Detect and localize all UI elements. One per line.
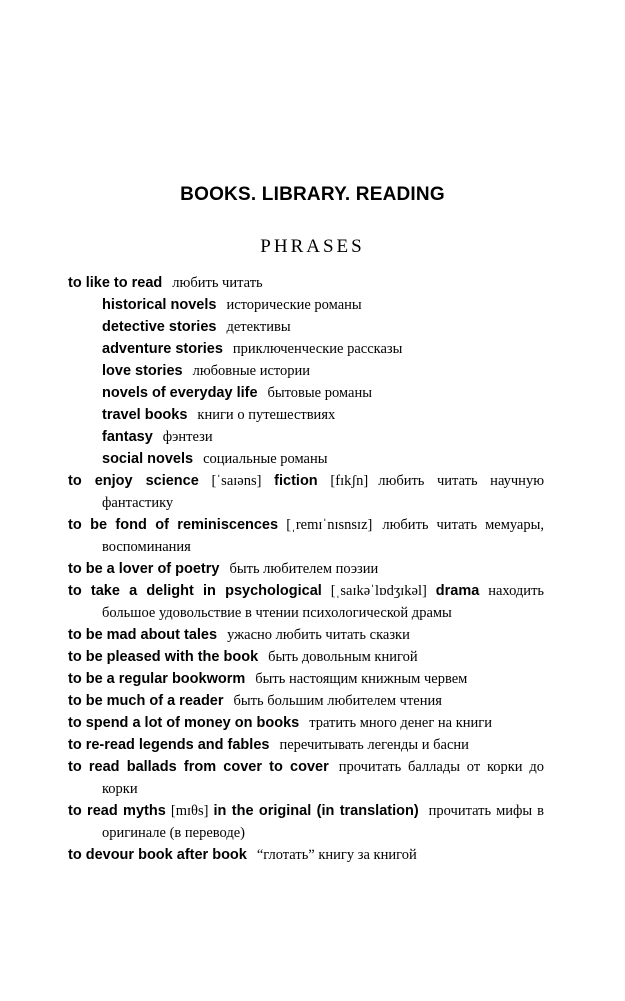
phrase-entry xyxy=(68,272,544,294)
phrase-russian: приключенческие рассказы xyxy=(232,341,403,357)
phrase-subentry xyxy=(68,338,544,360)
phrase-english: adventure stories xyxy=(102,341,223,357)
phrase-english: to be fond of reminiscences xyxy=(68,517,279,533)
chapter-title: BOOKS. LIBRARY. READING xyxy=(180,184,445,205)
phrase-english: to enjoy science xyxy=(68,473,199,489)
phrase-english: social novels xyxy=(102,451,194,467)
phrase-russian: любовные истории xyxy=(192,363,311,379)
phrase-english: to read myths xyxy=(68,803,166,819)
phrase-english: to re-read legends and fables xyxy=(68,737,270,753)
phrase-russian: перечитывать легенды и басни xyxy=(279,737,469,753)
phrase-english: in the original (in translation) xyxy=(213,803,419,819)
phrase-english: to take a delight in psychological xyxy=(68,583,322,599)
phrase-subentry xyxy=(68,360,544,382)
phrase-russian: книги о путешествиях xyxy=(197,407,336,423)
phrase-russian: “глотать” книгу за книгой xyxy=(256,847,417,863)
phrase-entry xyxy=(68,844,544,866)
phrase-english: love stories xyxy=(102,363,183,379)
phrase-entry xyxy=(68,712,544,734)
phrase-russian: любить читать научную фантастику xyxy=(102,473,545,511)
phrase-entry xyxy=(68,690,544,712)
phrase-transcription: [ˌsaɪkəˈlɒdʒɪkəl] xyxy=(330,583,427,599)
phrase-russian: тратить много денег на книги xyxy=(309,715,493,731)
phrase-entry xyxy=(68,580,544,624)
phrase-entry xyxy=(68,800,544,844)
phrase-english: to read ballads from cover to cover xyxy=(68,759,329,775)
phrase-transcription: [mɪθs] xyxy=(170,803,209,819)
phrase-entry xyxy=(68,734,544,756)
phrase-russian: исторические романы xyxy=(226,297,362,313)
phrase-english: fiction xyxy=(274,473,318,489)
phrase-english: to spend a lot of money on books xyxy=(68,715,300,731)
phrase-entry xyxy=(68,514,544,558)
phrase-transcription: [ˈsaɪəns] xyxy=(211,473,262,489)
phrase-entry xyxy=(68,668,544,690)
section-title: PHRASES xyxy=(260,236,365,257)
phrase-english: to devour book after book xyxy=(68,847,247,863)
phrase-russian: социальные романы xyxy=(203,451,328,467)
phrase-subentry xyxy=(68,426,544,448)
phrase-subentry xyxy=(68,404,544,426)
phrase-english: fantasy xyxy=(102,429,153,445)
phrase-subentry xyxy=(68,382,544,404)
phrase-russian: прочитать мифы в оригинале (в переводе) xyxy=(102,803,544,841)
phrase-english: to be pleased with the book xyxy=(68,649,259,665)
phrase-english: to be a lover of poetry xyxy=(68,561,220,577)
phrase-english: historical novels xyxy=(102,297,217,313)
phrase-transcription: [ˌremɪˈnɪsnsɪz] xyxy=(286,517,373,533)
phrase-english: drama xyxy=(435,583,480,599)
phrase-english: to be much of a reader xyxy=(68,693,224,709)
phrase-subentry xyxy=(68,448,544,470)
phrase-russian: бытовые романы xyxy=(267,385,372,401)
phrase-english: novels of everyday life xyxy=(102,385,258,401)
phrase-russian: быть настоящим книжным червем xyxy=(255,671,468,687)
phrase-russian: быть любителем поэзии xyxy=(229,561,379,577)
phrase-russian: фэнтези xyxy=(162,429,213,445)
phrase-entry xyxy=(68,646,544,668)
phrase-transcription: [fɪkʃn] xyxy=(330,473,369,489)
phrase-entry xyxy=(68,470,544,514)
phrase-russian: любить читать мемуары, воспоминания xyxy=(102,517,544,555)
phrase-entry xyxy=(68,756,544,800)
phrase-subentry xyxy=(68,294,544,316)
phrase-russian: любить читать xyxy=(172,275,263,291)
phrase-russian: прочитать баллады от корки до корки xyxy=(102,759,544,797)
phrase-russian: ужасно любить читать сказки xyxy=(227,627,410,643)
phrase-english: to like to read xyxy=(68,275,163,291)
phrase-english: to be mad about tales xyxy=(68,627,218,643)
phrase-entry xyxy=(68,624,544,646)
phrase-english: detective stories xyxy=(102,319,217,335)
phrase-english: to be a regular bookworm xyxy=(68,671,246,687)
phrase-subentry xyxy=(68,316,544,338)
phrase-list xyxy=(68,272,544,866)
phrase-russian: находить большое удовольствие в чтении психологической драмы xyxy=(102,583,545,621)
phrase-entry xyxy=(68,558,544,580)
phrase-russian: детективы xyxy=(226,319,291,335)
phrase-russian: быть довольным книгой xyxy=(268,649,418,665)
phrase-russian: быть большим любителем чтения xyxy=(233,693,442,709)
phrase-english: travel books xyxy=(102,407,188,423)
